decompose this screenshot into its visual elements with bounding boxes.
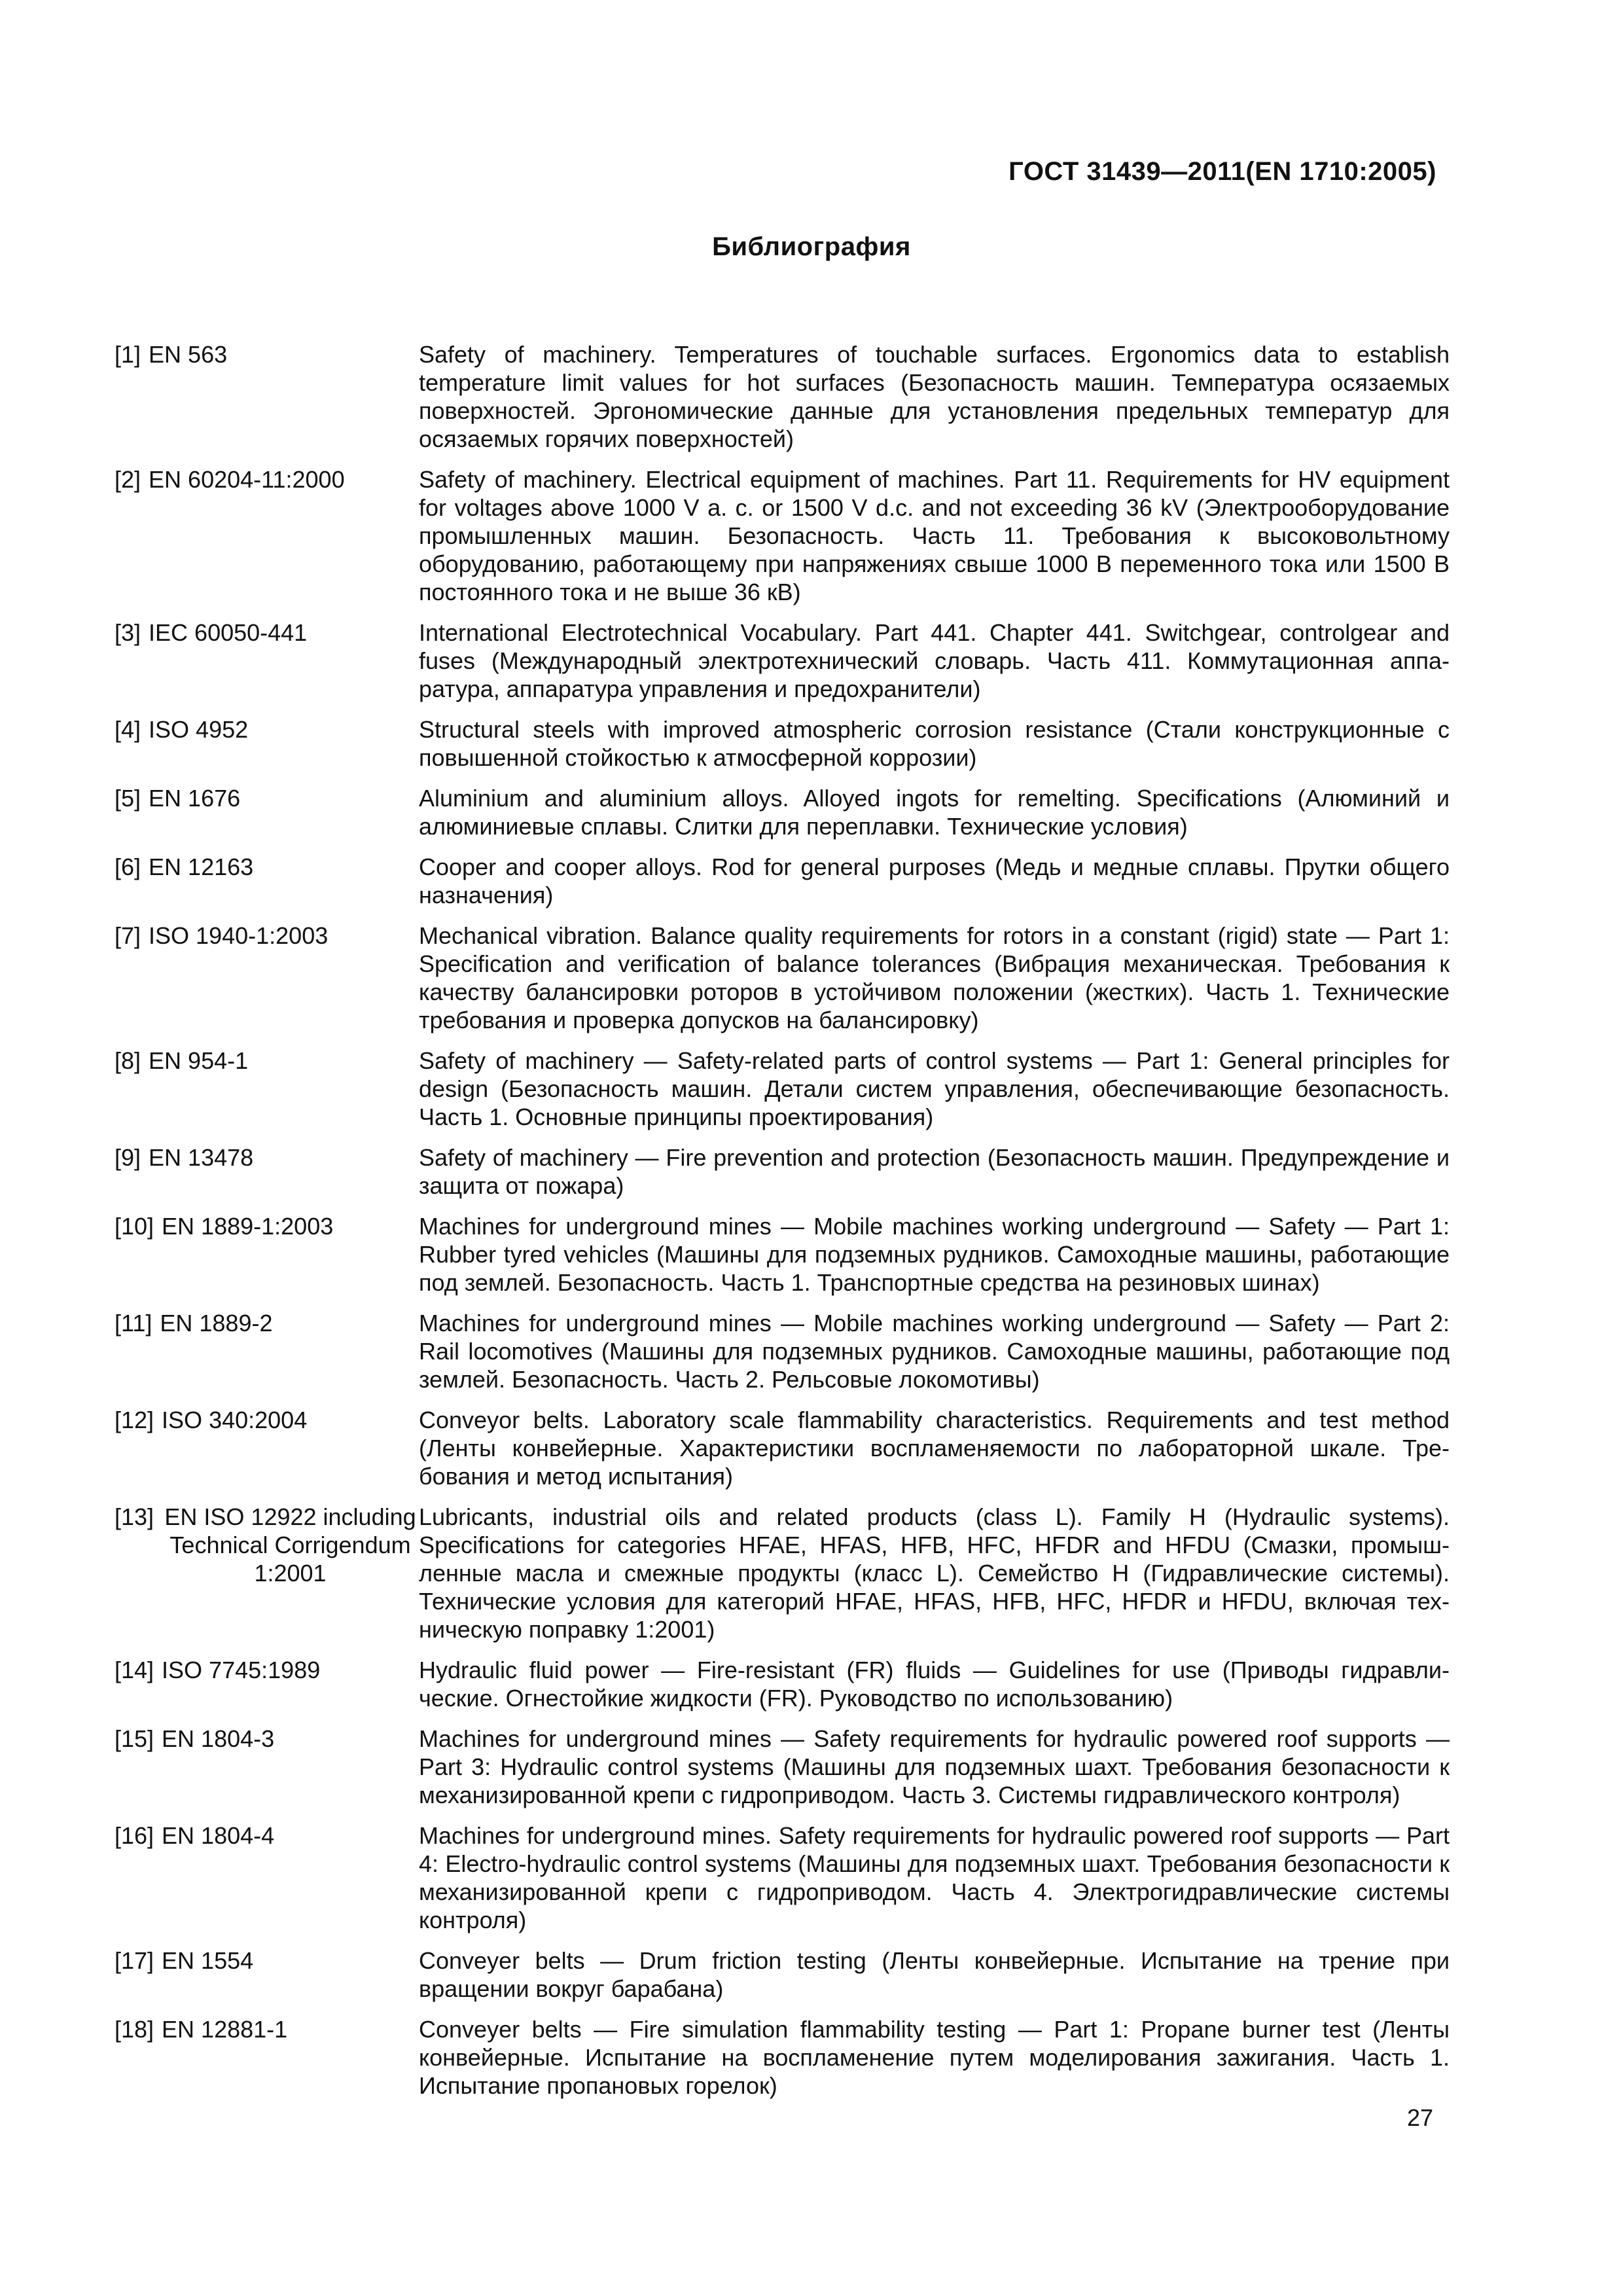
reference-number: [2] (115, 466, 141, 493)
bibliography-entry (115, 715, 1450, 772)
reference-designation (115, 1212, 419, 1240)
standard-code: ISO 340:2004 (162, 1407, 308, 1433)
reference-designation (115, 1946, 419, 1975)
bibliography-entry (115, 1143, 1450, 1200)
reference-designation (115, 340, 419, 368)
standard-title: Aluminium and aluminium alloys. Alloyed ingots for remelting. Specifications (Алюминий и алюминиевые сплавы. Слитки для переплавки. Технические условия) (419, 785, 1450, 840)
reference-designation (115, 1821, 419, 1850)
standard-code: EN 1554 (162, 1947, 254, 1974)
reference-number: [5] (115, 785, 141, 812)
standard-title: Machines for underground mines — Safety requirements for hydraulic powered roof supports — Part 3: Hydraulic control systems (Машины для подземных шахт. Требования безопасности к механизированной крепи с гидроприводом. Часть 3. Системы гидравлического контроля) (419, 1725, 1450, 1808)
standard-title: Safety of machinery — Fire prevention and protection (Безопасность машин. Предупреждение и защита от пожара) (419, 1144, 1450, 1199)
bibliography-entry (115, 1047, 1450, 1131)
reference-designation (115, 465, 419, 493)
bibliography-entry (115, 1656, 1450, 1712)
standard-title: Cooper and cooper alloys. Rod for general purposes (Медь и медные сплавы. Прутки общего назначения) (419, 853, 1450, 908)
reference-designation (115, 784, 419, 812)
reference-number: [17] (115, 1947, 154, 1974)
standard-code: EN 60204-11:2000 (149, 466, 345, 493)
standard-title: Safety of machinery. Electrical equipment of machines. Part 11. Requirements for HV equipment for voltages above 1000 V a. c. or 1500 V d.c. and not exceeding 36 kV (Электрооборудование промышленных машин. Безопасность. Часть 11. Требования к высоковольтному оборудованию, работающему при напряжениях свыше 1000 В переменного тока или 1500 В постоянного тока и не выше 36 кВ) (419, 466, 1450, 605)
bibliography-entry (115, 2015, 1450, 2100)
reference-number: [11] (115, 1310, 152, 1336)
standard-title: Conveyer belts — Drum friction testing (Ленты конвейерные. Испытание на трение при вращении вокруг барабана) (419, 1947, 1450, 2002)
standard-code: EN 12163 (149, 853, 254, 880)
reference-designation (115, 853, 419, 881)
reference-number: [8] (115, 1047, 141, 1074)
standard-code: EN 13478 (149, 1144, 254, 1171)
standard-code: EN 1889-1:2003 (162, 1213, 334, 1240)
bibliography-entry (115, 1503, 1450, 1643)
bibliography-entry (115, 1946, 1450, 2003)
standard-title: Machines for underground mines — Mobile machines working underground — Safety — Part 1: Rubber tyred vehicles (Машины для подземных рудников. Самоходные машины, работающие под землей. Безопасность. Часть 1. Транспортные средства на резиновых шинах) (419, 1213, 1450, 1296)
standard-code: ISO 4952 (149, 716, 249, 743)
standard-title: Hydraulic fluid power — Fire-resistant (FR) fluids — Guidelines for use (Приводы гидравлические. Огнестойкие жидкости (FR). Руководство по использованию) (419, 1657, 1450, 1712)
document-header: ГОСТ 31439—2011(EN 1710:2005) (1008, 157, 1436, 186)
reference-number: [15] (115, 1725, 154, 1752)
bibliography-entry (115, 340, 1450, 453)
reference-designation (115, 922, 419, 950)
reference-designation (115, 1406, 419, 1434)
standard-title: Conveyer belts — Fire simulation flammability testing — Part 1: Propane burner test (Ленты конвейерные. Испытание на воспламенение путем моделирования зажигания. Часть 1. Испытание пропановых горелок) (419, 2016, 1450, 2099)
standard-code: EN 563 (149, 341, 228, 368)
reference-number: [18] (115, 2016, 154, 2043)
standard-code: EN 1804-4 (162, 1822, 275, 1849)
page-number: 27 (1406, 2104, 1433, 2131)
reference-designation (115, 2015, 419, 2043)
standard-code: EN ISO 12922 including Technical Corrigendum 1:2001 (164, 1503, 416, 1587)
reference-number: [1] (115, 341, 141, 368)
reference-number: [13] (115, 1503, 154, 1530)
reference-designation (115, 1656, 419, 1684)
standard-title: Machines for underground mines. Safety requirements for hydraulic powered roof supports — Part 4: Electro-hydraulic control systems (Машины для подземных шахт. Требования безопасности к механизированной крепи с гидроприводом. Часть 4. Электрогидравлические системы контроля) (419, 1822, 1450, 1933)
page-title: Библиография (712, 232, 911, 261)
standard-code: ISO 1940-1:2003 (149, 922, 329, 949)
bibliography-entry (115, 465, 1450, 606)
bibliography-entry (115, 922, 1450, 1034)
bibliography-entry (115, 1309, 1450, 1393)
standard-title: Conveyor belts. Laboratory scale flammability characteristics. Requirements and test method (Ленты конвейерные. Характеристики воспламеняемости по лабораторной шкале. Требования и метод испытания) (419, 1407, 1450, 1490)
reference-designation (115, 715, 419, 744)
bibliography-entry (115, 784, 1450, 840)
standard-code: EN 1804-3 (162, 1725, 275, 1752)
reference-designation (115, 1503, 419, 1587)
standard-title: Safety of machinery. Temperatures of touchable surfaces. Ergonomics data to establish temperature limit values for hot surfaces (Безопасность машин. Температура осязаемых поверхностей. Эргономические данные для установления предельных температур для осязаемых горячих поверхностей) (419, 341, 1450, 452)
reference-number: [4] (115, 716, 141, 743)
standard-code: EN 954-1 (149, 1047, 249, 1074)
reference-number: [9] (115, 1144, 141, 1171)
reference-number: [3] (115, 619, 141, 646)
standard-code: IEC 60050-441 (149, 619, 308, 646)
reference-designation (115, 619, 419, 647)
bibliography-list (115, 340, 1450, 2112)
reference-number: [10] (115, 1213, 154, 1240)
bibliography-entry (115, 853, 1450, 909)
reference-number: [12] (115, 1407, 154, 1433)
reference-designation (115, 1143, 419, 1172)
bibliography-entry (115, 1725, 1450, 1809)
reference-designation (115, 1725, 419, 1753)
reference-number: [16] (115, 1822, 154, 1849)
standard-title: Structural steels with improved atmospheric corrosion resistance (Стали конструкционные с повышенной стойкостью к атмосферной коррозии) (419, 716, 1450, 771)
reference-number: [7] (115, 922, 141, 949)
bibliography-entry (115, 1406, 1450, 1490)
standard-title: Lubricants, industrial oils and related products (class L). Family H (Hydraulic systems). Specifications for categories HFAE, HFAS, HFB, HFC, HFDR and HFDU (Смазки, промышленные масла и смежные продукты (класс L). Семейство H (Гидравлические системы). Технические условия для категорий HFAE, HFAS, HFB, HFC, HFDR и HFDU, включая техническую поправку 1:2001) (419, 1503, 1450, 1643)
reference-designation (115, 1309, 419, 1337)
standard-title: Safety of machinery — Safety-related parts of control systems — Part 1: General principles for design (Безопасность машин. Детали систем управления, обеспечивающие безопасность. Часть 1. Основные принципы проектирования) (419, 1047, 1450, 1130)
standard-title: Machines for underground mines — Mobile machines working underground — Safety — Part 2: Rail locomotives (Машины для подземных рудников. Самоходные машины, работающие под землей. Безопасность. Часть 2. Рельсовые локомотивы) (419, 1310, 1450, 1393)
reference-number: [14] (115, 1657, 154, 1683)
reference-number: [6] (115, 853, 141, 880)
standard-title: Mechanical vibration. Balance quality requirements for rotors in a constant (rigid) state — Part 1: Specification and verification of balance tolerances (Вибрация механическая. Требования к качеству балансировки роторов в устойчивом положении (жестких). Часть 1. Технические требования и проверка допусков на балансировку) (419, 922, 1450, 1033)
standard-code: EN 12881-1 (162, 2016, 288, 2043)
bibliography-entry (115, 1212, 1450, 1297)
bibliography-entry (115, 1821, 1450, 1934)
standard-code: EN 1889-2 (160, 1310, 273, 1336)
bibliography-entry (115, 619, 1450, 703)
standard-code: EN 1676 (149, 785, 241, 812)
reference-designation (115, 1047, 419, 1075)
standard-title: International Electrotechnical Vocabulary. Part 441. Chapter 441. Switchgear, controlgear and fuses (Международный электротехнический словарь. Часть 411. Коммутационная аппаратура, аппаратура управления и предохранители) (419, 619, 1450, 702)
standard-code: ISO 7745:1989 (162, 1657, 321, 1683)
